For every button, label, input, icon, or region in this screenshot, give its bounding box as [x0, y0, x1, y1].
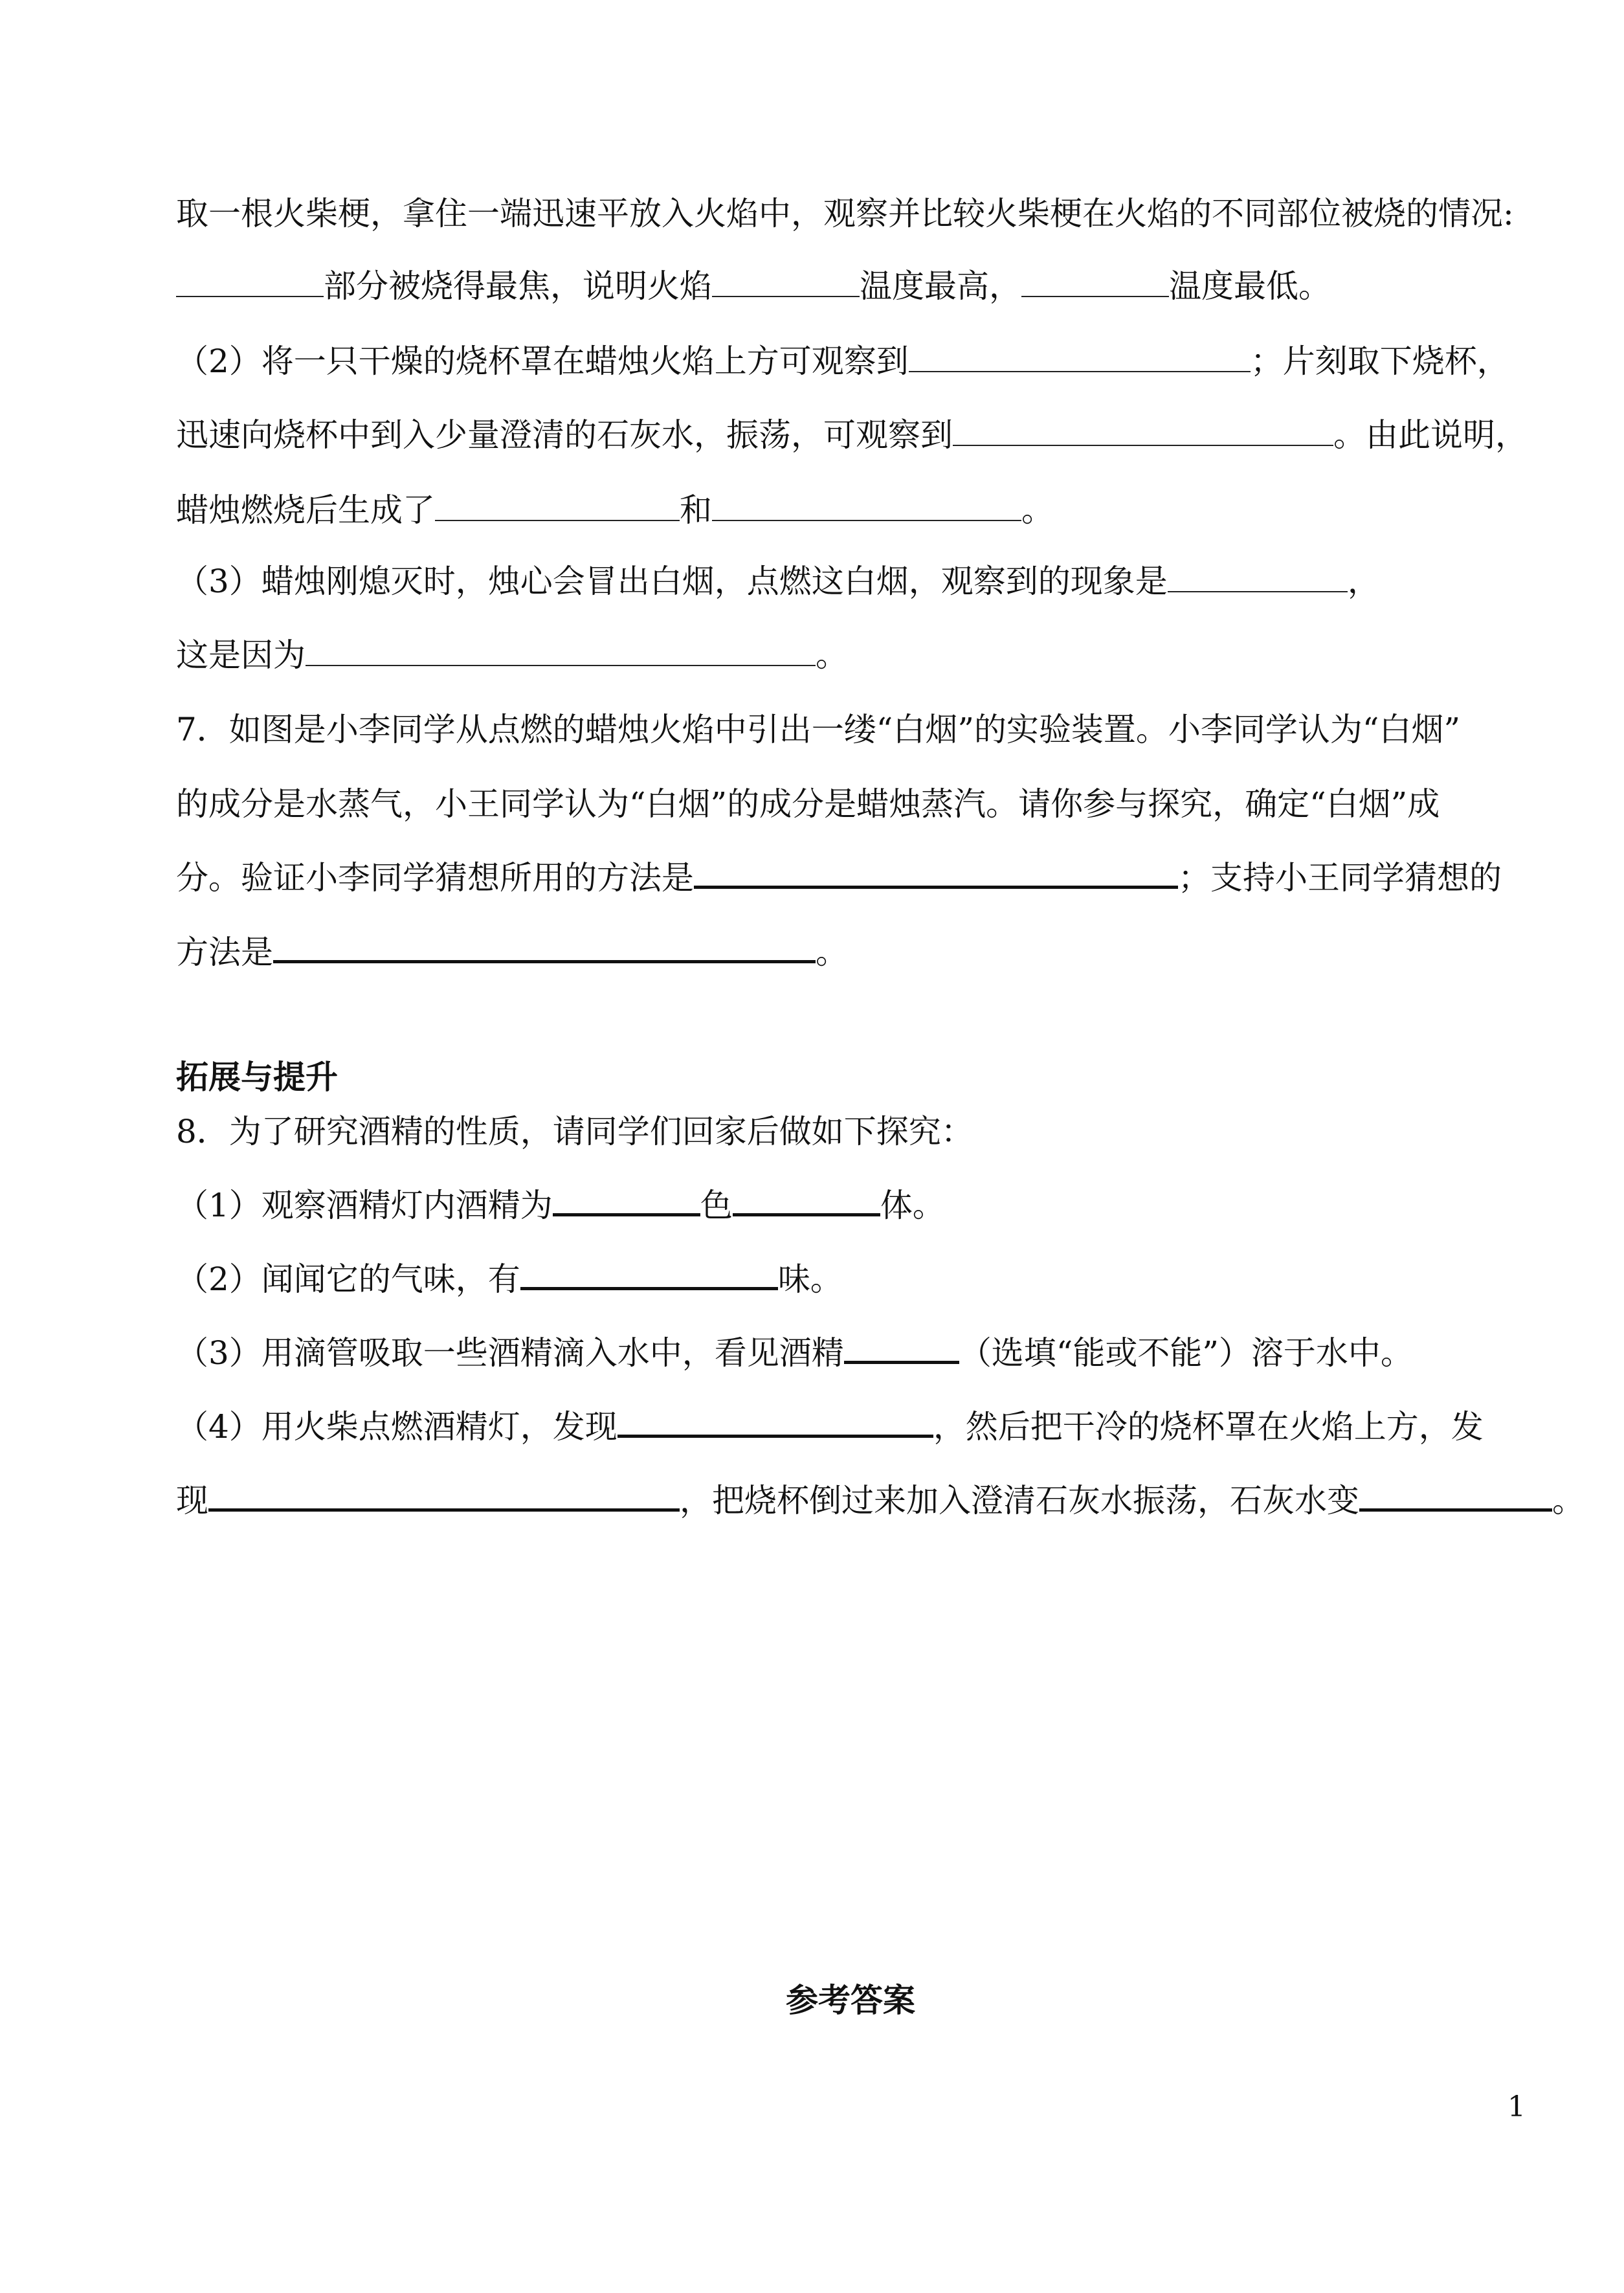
q8-part1-text-a: （1）观察酒精灯内酒精为 — [176, 1187, 553, 1224]
answer-blank[interactable] — [1359, 1483, 1552, 1512]
answer-blank[interactable] — [953, 418, 1333, 446]
q6-part1-text-b: 温度最高， — [860, 267, 1021, 305]
answer-blank[interactable] — [520, 1262, 778, 1290]
q6-part1 — [176, 267, 1331, 306]
q8-intro — [176, 1112, 973, 1151]
q6-part1-text-a: 部分被烧得最焦，说明火焰 — [324, 267, 712, 305]
q6-part2-text-c: 迅速向烧杯中到入少量澄清的石灰水，振荡，可观察到 — [176, 416, 953, 454]
answer-blank[interactable] — [694, 860, 1178, 889]
q6-part3-text-a: （3）蜡烛刚熄灭时，烛心会冒出白烟，点燃这白烟，观察到的现象是 — [176, 563, 1168, 600]
answer-blank[interactable] — [712, 269, 860, 297]
q6-part2-text-d: 。由此说明， — [1333, 416, 1528, 454]
q8-part4-text-a: （4）用火柴点燃酒精灯，发现 — [176, 1408, 617, 1446]
q6-part2-text-f: 和 — [680, 491, 712, 529]
q6-part2-text-a: （2）将一只干燥的烧杯罩在蜡烛火焰上方可观察到 — [176, 342, 909, 380]
q6-part3-line1 — [176, 562, 1380, 601]
answer-blank[interactable] — [712, 493, 1021, 521]
answer-blank[interactable] — [1021, 269, 1169, 297]
q8-part3 — [176, 1334, 1413, 1372]
answer-blank[interactable] — [844, 1336, 959, 1364]
q7-line3 — [176, 858, 1502, 897]
answer-blank[interactable] — [909, 344, 1251, 372]
q8-part3-text-a: （3）用滴管吸取一些酒精滴入水中，看见酒精 — [176, 1334, 844, 1372]
q8-part1-text-b: 色 — [700, 1187, 733, 1224]
q7-text-4b: 。 — [816, 934, 848, 971]
q7-line2 — [176, 785, 1440, 823]
q8-part1 — [176, 1186, 945, 1225]
q6-intro — [176, 194, 1514, 233]
q7-text-4a: 方法是 — [176, 934, 273, 971]
q7-text-1: 7．如图是小李同学从点燃的蜡烛火焰中引出一缕“白烟”的实验装置。小李同学认为“白烟” — [176, 711, 1461, 748]
answer-blank[interactable] — [273, 935, 816, 963]
answer-blank[interactable] — [208, 1483, 680, 1512]
q7-text-3b: ；支持小王同学猜想的 — [1178, 859, 1502, 897]
q6-part3-text-b: ， — [1347, 563, 1380, 600]
q7-line1 — [176, 710, 1460, 749]
q7-text-2: 的成分是水蒸气，小王同学认为“白烟”的成分是蜡烛蒸汽。请你参与探究，确定“白烟”成 — [176, 785, 1440, 823]
q6-part2-line3 — [176, 491, 1054, 530]
section-title: 拓展与提升 — [176, 1058, 338, 1096]
answer-blank[interactable] — [733, 1188, 880, 1216]
q8-intro-text: 8．为了研究酒精的性质，请同学们回家后做如下探究： — [176, 1113, 973, 1150]
q6-part3-line2 — [176, 636, 848, 675]
page-number: 1 — [1507, 2090, 1526, 2123]
answer-blank[interactable] — [306, 638, 816, 666]
q8-part4-line2 — [176, 1481, 1585, 1520]
q6-part2-line1 — [176, 342, 1509, 381]
answer-blank[interactable] — [435, 493, 680, 521]
q7-text-3a: 分。验证小李同学猜想所用的方法是 — [176, 859, 694, 897]
answer-blank[interactable] — [553, 1188, 700, 1216]
q6-intro-text: 取一根火柴梗，拿住一端迅速平放入火焰中，观察并比较火柴梗在火焰的不同部位被烧的情况: — [176, 195, 1514, 232]
q7-line4 — [176, 933, 848, 972]
q8-part1-text-c: 体。 — [880, 1187, 945, 1224]
q6-part2-text-b: ；片刻取下烧杯， — [1250, 342, 1509, 380]
q8-part4-line1 — [176, 1407, 1484, 1446]
q8-part4-text-d: ，把烧杯倒过来加入澄清石灰水振荡，石灰水变 — [680, 1482, 1359, 1519]
q6-part2-text-g: 。 — [1021, 491, 1054, 529]
q6-part3-text-c: 这是因为 — [176, 636, 306, 674]
answer-blank[interactable] — [617, 1409, 933, 1438]
q8-part2 — [176, 1260, 843, 1299]
q8-part3-text-b: （选填“能或不能”）溶于水中。 — [959, 1334, 1413, 1372]
q8-part4-text-c: 现 — [176, 1482, 208, 1519]
q8-part2-text-b: 味。 — [777, 1260, 843, 1298]
q8-part4-text-b: ，然后把干冷的烧杯罩在火焰上方，发 — [933, 1408, 1484, 1446]
answer-blank[interactable] — [176, 269, 324, 297]
q6-part3-text-d: 。 — [816, 636, 848, 674]
answer-blank[interactable] — [1168, 564, 1348, 592]
q8-part4-text-e: 。 — [1552, 1482, 1585, 1519]
answers-title: 参考答案 — [786, 1981, 915, 2019]
q6-part1-text-c: 温度最低。 — [1169, 267, 1331, 305]
q6-part2-line2 — [176, 416, 1528, 454]
q6-part2-text-e: 蜡烛燃烧后生成了 — [176, 491, 435, 529]
q8-part2-text-a: （2）闻闻它的气味，有 — [176, 1260, 520, 1298]
